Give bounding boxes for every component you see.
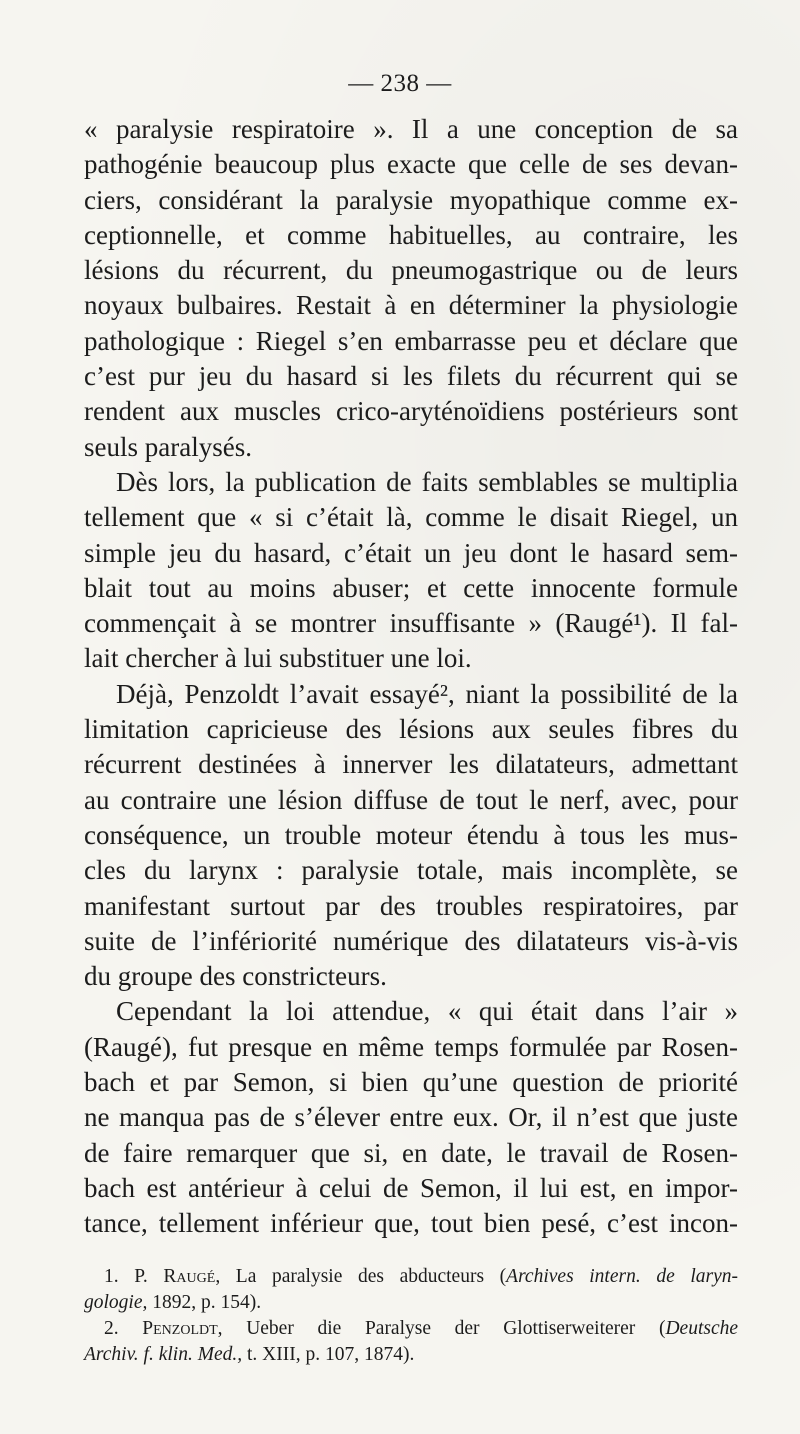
footnote-2-continued: [84, 1342, 738, 1368]
text-line: ne manqua pas de s’élever entre eux. Or, il n’est que juste: [84, 1102, 738, 1133]
text-line: rendent aux muscles crico-aryténoïdiens postérieurs sont: [84, 396, 738, 427]
text-line: manifestant surtout par des troubles respiratoires, par: [84, 890, 738, 921]
text-line: conséquence, un trouble moteur étendu à tous les mus-: [84, 819, 738, 850]
footnote-2: [84, 1316, 738, 1342]
text-line: pathogénie beaucoup plus exacte que celle de ses devan-: [84, 149, 738, 180]
page-number: — 238 —: [348, 70, 452, 97]
footnote-journal: Deutsche: [665, 1318, 739, 1339]
text-line: Cependant la loi attendue, « qui était dans l’air »: [116, 996, 738, 1027]
text-line: commençait à se montrer insuffisante » (Raugé¹). Il fal-: [84, 608, 738, 639]
text-line: pathologique : Riegel s’en embarrasse peu et déclare que: [84, 325, 738, 356]
paragraph: [84, 465, 738, 677]
footnote-text: , La paralysie des abducteurs (: [215, 1266, 507, 1287]
text-line: bach et par Semon, si bien qu’une question de priorité: [84, 1067, 738, 1098]
text-line: cles du larynx : paralysie totale, mais incomplète, se: [84, 855, 738, 886]
text-line: tance, tellement inférieur que, tout bien pesé, c’est incon-: [84, 1208, 738, 1239]
footnote-number: 2.: [104, 1318, 119, 1339]
text-line: Dès lors, la publication de faits semblables se multiplia: [116, 466, 738, 497]
footnote-1: [84, 1264, 738, 1290]
footnote-text: t. XIII, p. 107, 1874).: [242, 1344, 415, 1365]
footnote-journal: Archives intern. de laryn-: [506, 1266, 739, 1287]
text-line: noyaux bulbaires. Restait à en déterminer la physiologie: [84, 290, 738, 321]
paragraph: [84, 994, 738, 1241]
footnote-author: Penzoldt: [142, 1318, 218, 1339]
text-line: ceptionnelle, et comme habituelles, au contraire, les: [84, 219, 738, 250]
footnote-1-continued: [84, 1290, 738, 1316]
text-line: tellement que « si c’était là, comme le disait Riegel, un: [84, 502, 738, 533]
text-line: récurrent destinées à innerver les dilatateurs, admettant: [84, 749, 738, 780]
paragraph: [84, 112, 738, 465]
paragraph: [84, 677, 738, 995]
footnote-text: , Ueber die Paralyse der Glottiserweiterer (: [217, 1318, 666, 1339]
text-line: suite de l’infériorité numérique des dilatateurs vis-à-vis: [84, 925, 738, 956]
footnote-number: 1.: [104, 1266, 119, 1287]
text-line: simple jeu du hasard, c’était un jeu dont le hasard sem-: [84, 537, 738, 568]
text-line: lésions du récurrent, du pneumogastrique ou de leurs: [84, 255, 738, 286]
body-text: [84, 112, 738, 1242]
text-line: lait chercher à lui substituer une loi.: [84, 643, 472, 674]
text-line: c’est pur jeu du hasard si les filets du récurrent qui se: [84, 361, 738, 392]
footnote-journal: gologie,: [84, 1292, 148, 1313]
text-line: blait tout au moins abuser; et cette innocente formule: [84, 572, 738, 603]
text-line: seuls paralysés.: [84, 431, 252, 462]
text-line: (Raugé), fut presque en même temps formulée par Rosen-: [84, 1031, 738, 1062]
footnote-text: 1892, p. 154).: [147, 1292, 262, 1313]
footnotes: [84, 1264, 738, 1368]
footnote-author: P. Raugé: [134, 1266, 216, 1287]
text-line: bach est antérieur à celui de Semon, il lui est, en impor-: [84, 1172, 738, 1203]
text-line: « paralysie respiratoire ». Il a une conception de sa: [84, 114, 738, 144]
text-line: au contraire une lésion diffuse de tout le nerf, avec, pour: [84, 784, 738, 815]
footnote-journal: Archiv. f. klin. Med.,: [84, 1344, 243, 1365]
text-line: limitation capricieuse des lésions aux seules fibres du: [84, 714, 738, 745]
text-line: du groupe des constricteurs.: [84, 961, 387, 992]
text-line: Déjà, Penzoldt l’avait essayé², niant la possibilité de la: [116, 678, 738, 709]
text-line: de faire remarquer que si, en date, le travail de Rosen-: [84, 1137, 738, 1168]
text-line: ciers, considérant la paralysie myopathique comme ex-: [84, 184, 738, 215]
